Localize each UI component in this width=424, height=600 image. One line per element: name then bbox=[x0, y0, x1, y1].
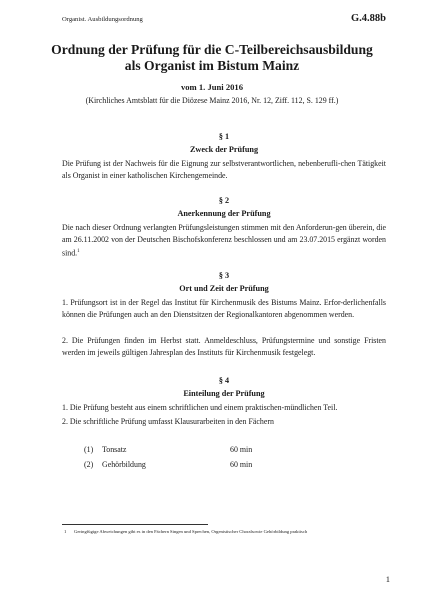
section-3-paragraph-2: 2. Die Prüfungen finden im Herbst statt. Anmeldeschluss, Prüfungstermine und sonstige Fristen werden im jeweils gültigen Jahresplan des Instituts für Kirchenmusik festgelegt. bbox=[62, 336, 386, 358]
exam-item-subject: Tonsatz bbox=[102, 445, 127, 454]
running-header: Organist. Ausbildungsordnung bbox=[62, 16, 143, 23]
section-2-number: § 2 bbox=[218, 196, 230, 205]
footnote-number: 1 bbox=[64, 529, 67, 534]
document-date: vom 1. Juni 2016 bbox=[180, 82, 244, 92]
section-1-number: § 1 bbox=[218, 132, 230, 141]
section-4-number: § 4 bbox=[218, 376, 230, 385]
section-4-paragraph-1: 1. Die Prüfung besteht aus einem schriftlichen und einem praktischen-mündlichen Teil. bbox=[62, 403, 338, 412]
footnote-divider bbox=[62, 524, 208, 525]
section-2-paragraph bbox=[62, 222, 386, 260]
footnote-reference: 1 bbox=[77, 249, 80, 255]
section-4-heading: Einteilung der Prüfung bbox=[183, 389, 265, 398]
exam-item-number: (1) bbox=[84, 445, 94, 454]
section-1-heading: Zweck der Prüfung bbox=[189, 145, 259, 154]
section-3-number: § 3 bbox=[218, 271, 230, 280]
section-2-text: Die nach dieser Ordnung verlangten Prüfungsleistungen stimmen mit den Anforderun-gen überein, die am 26.11.2002 von der Deutschen Bischofskonferenz beschlossen und am 23.07.2015 ergänzt worden sind. bbox=[62, 223, 386, 259]
exam-item-duration: 60 min bbox=[230, 445, 253, 454]
section-4-paragraph-2: 2. Die schriftliche Prüfung umfasst Klausurarbeiten in den Fächern bbox=[62, 417, 274, 426]
title-line-1: Ordnung der Prüfung für die C-Teilbereichsausbildung bbox=[51, 42, 373, 57]
document-title bbox=[40, 42, 384, 74]
title-line-2: als Organist im Bistum Mainz bbox=[124, 58, 300, 73]
exam-item-duration: 60 min bbox=[230, 460, 253, 469]
section-1-text: Die Prüfung ist der Nachweis für die Eignung zur selbstverantwortlichen, nebenberufli-chen Tätigkeit als Organist in einer katholischen Kirchengemeinde. bbox=[62, 159, 386, 181]
document-code: G.4.88b bbox=[350, 13, 386, 24]
document-source: (Kirchliches Amtsblatt für die Diözese Mainz 2016, Nr. 12, Ziff. 112, S. 129 ff.) bbox=[85, 96, 339, 105]
page-number: 1 bbox=[385, 574, 390, 584]
footnote-text: Geringfügige Abweichungen gibt es in den Fächern Singen und Sprechen, Orgenistischer Choralsowie Gehörbildung praktisch bbox=[74, 529, 308, 534]
exam-item-number: (2) bbox=[84, 460, 94, 469]
section-3-heading: Ort und Zeit der Prüfung bbox=[179, 284, 269, 293]
section-3-paragraph-1: 1. Prüfungsort ist in der Regel das Institut für Kirchenmusik des Bistums Mainz. Erfor-derlichenfalls können die Prüfungen auch an den Dienstsitzen der Regionalkantoren abgenommen werden. bbox=[62, 298, 386, 320]
exam-item-subject: Gehörbildung bbox=[102, 460, 146, 469]
section-2-heading: Anerkennung der Prüfung bbox=[177, 209, 271, 218]
